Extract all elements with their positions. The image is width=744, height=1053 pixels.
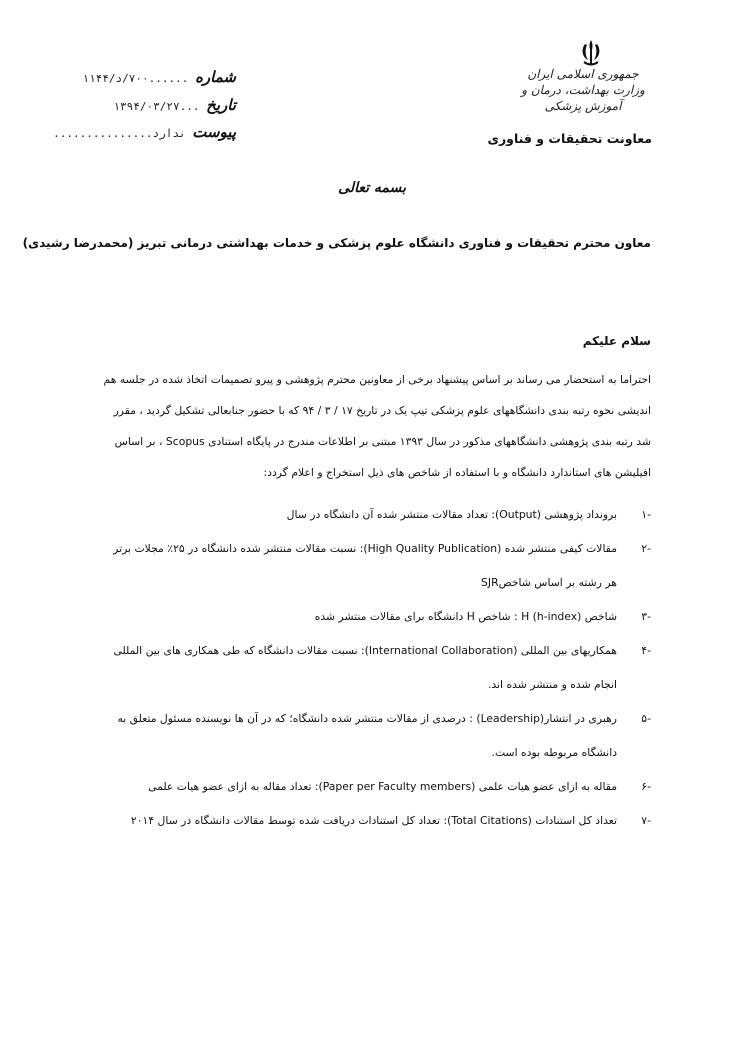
item-text-cont: انجام شده و منتشر شده اند. <box>487 678 617 691</box>
body-line: احتراما به استحضار می رساند بر اساس پیشنهاد برخی از معاونین محترم پژوهشی و پیرو تصمیمات اتخاذ شده در جلسه هم <box>103 373 651 386</box>
ministry-line-1: جمهوری اسلامی ایران <box>527 67 639 81</box>
item-number: -۶ <box>641 780 651 793</box>
item-number: -۴ <box>641 644 651 657</box>
attachment-label: پیوست <box>192 123 236 141</box>
list-item <box>91 702 651 770</box>
list-item <box>91 532 651 600</box>
list-item <box>91 634 651 702</box>
item-text: مقاله به ازای عضو هیات علمی (Paper per Faculty members): تعداد مقاله به ازای عضو هیات علمی <box>148 780 617 793</box>
ministry-line-2: وزارت بهداشت، درمان و آموزش پزشکی <box>521 83 645 113</box>
item-number: -۷ <box>641 814 651 827</box>
item-number: -۵ <box>641 712 651 725</box>
body-line: اندیشی نحوه رتبه بندی دانشگاههای علوم پزشکی تیپ یک در تاریخ ۱۷ / ۳ / ۹۴ که با حضور جنابعالی تشکیل گردید ، مقرر <box>113 404 651 417</box>
item-text: همکاریهای بین المللی (International Collaboration): نسبت مقالات دانشگاه که طی همکاری های بین المللی <box>113 644 617 657</box>
list-item <box>91 600 651 634</box>
number-value: ......۷۰۰/د/۱۱۴۴ <box>82 72 189 85</box>
attachment-value: ندارد............... <box>53 127 186 140</box>
greeting: سلام علیکم <box>582 334 651 348</box>
list-item <box>91 498 651 532</box>
deputy-office-label: معاونت تحقیقات و فناوری <box>487 131 652 146</box>
item-text: رهبری در انتشار(Leadership) : درصدی از مقالات منتشر شده دانشگاه؛ که در آن ها نویسنده مسئول متعلق به <box>117 712 617 725</box>
item-text: مقالات کیفی منتشر شده (High Quality Publication): نسبت مقالات منتشر شده دانشگاه در ۲۵٪ مجلات برتر <box>113 542 617 555</box>
body-paragraph <box>91 364 651 488</box>
ministry-title <box>508 66 658 114</box>
number-label: شماره <box>195 68 236 86</box>
bismillah-heading: بسمه تعالی <box>338 180 406 196</box>
date-value: ...۱۳۹۴/۰۳/۲۷ <box>113 100 200 113</box>
item-text: شاخص H (h-index) : شاخص H دانشگاه برای مقالات منتشر شده <box>314 610 617 623</box>
item-number: -۱ <box>641 508 651 521</box>
body-line: شد رتبه بندی پژوهشی دانشگاههای مذکور در سال ۱۳۹۳ مبتنی بر اطلاعات مندرج در پایگاه استنادی Scopus ، بر اساس <box>114 435 651 448</box>
body-line: افیلیشن های استاندارد دانشگاه و با استفاده از شاخص های ذیل استخراج و اعلام گردد: <box>263 466 651 479</box>
date-label: تاریخ <box>206 96 236 114</box>
item-text-cont: دانشگاه مربوطه بوده است. <box>491 746 617 759</box>
recipient-line: معاون محترم تحقیقات و فناوری دانشگاه علوم پزشکی و خدمات بهداشتی درمانی تبریز (محمدرضا رشیدی) <box>22 236 651 250</box>
criteria-list <box>91 498 651 838</box>
letter-number <box>82 68 236 86</box>
letter-attachment <box>53 123 236 141</box>
list-item <box>91 770 651 804</box>
item-text: برونداد پژوهشی (Output): تعداد مقالات منتشر شده آن دانشگاه در سال <box>286 508 617 521</box>
letter-date <box>96 96 236 114</box>
iran-emblem-icon <box>576 38 606 68</box>
item-number: -۳ <box>641 610 651 623</box>
item-text: تعداد کل استنادات (Total Citations): تعداد کل استنادات دریافت شده توسط مقالات دانشگاه در سال ۲۰۱۴ <box>130 814 617 827</box>
item-number: -۲ <box>641 542 651 555</box>
list-item <box>91 804 651 838</box>
item-text-cont: هر رشته بر اساس شاخصSJR <box>481 576 617 589</box>
